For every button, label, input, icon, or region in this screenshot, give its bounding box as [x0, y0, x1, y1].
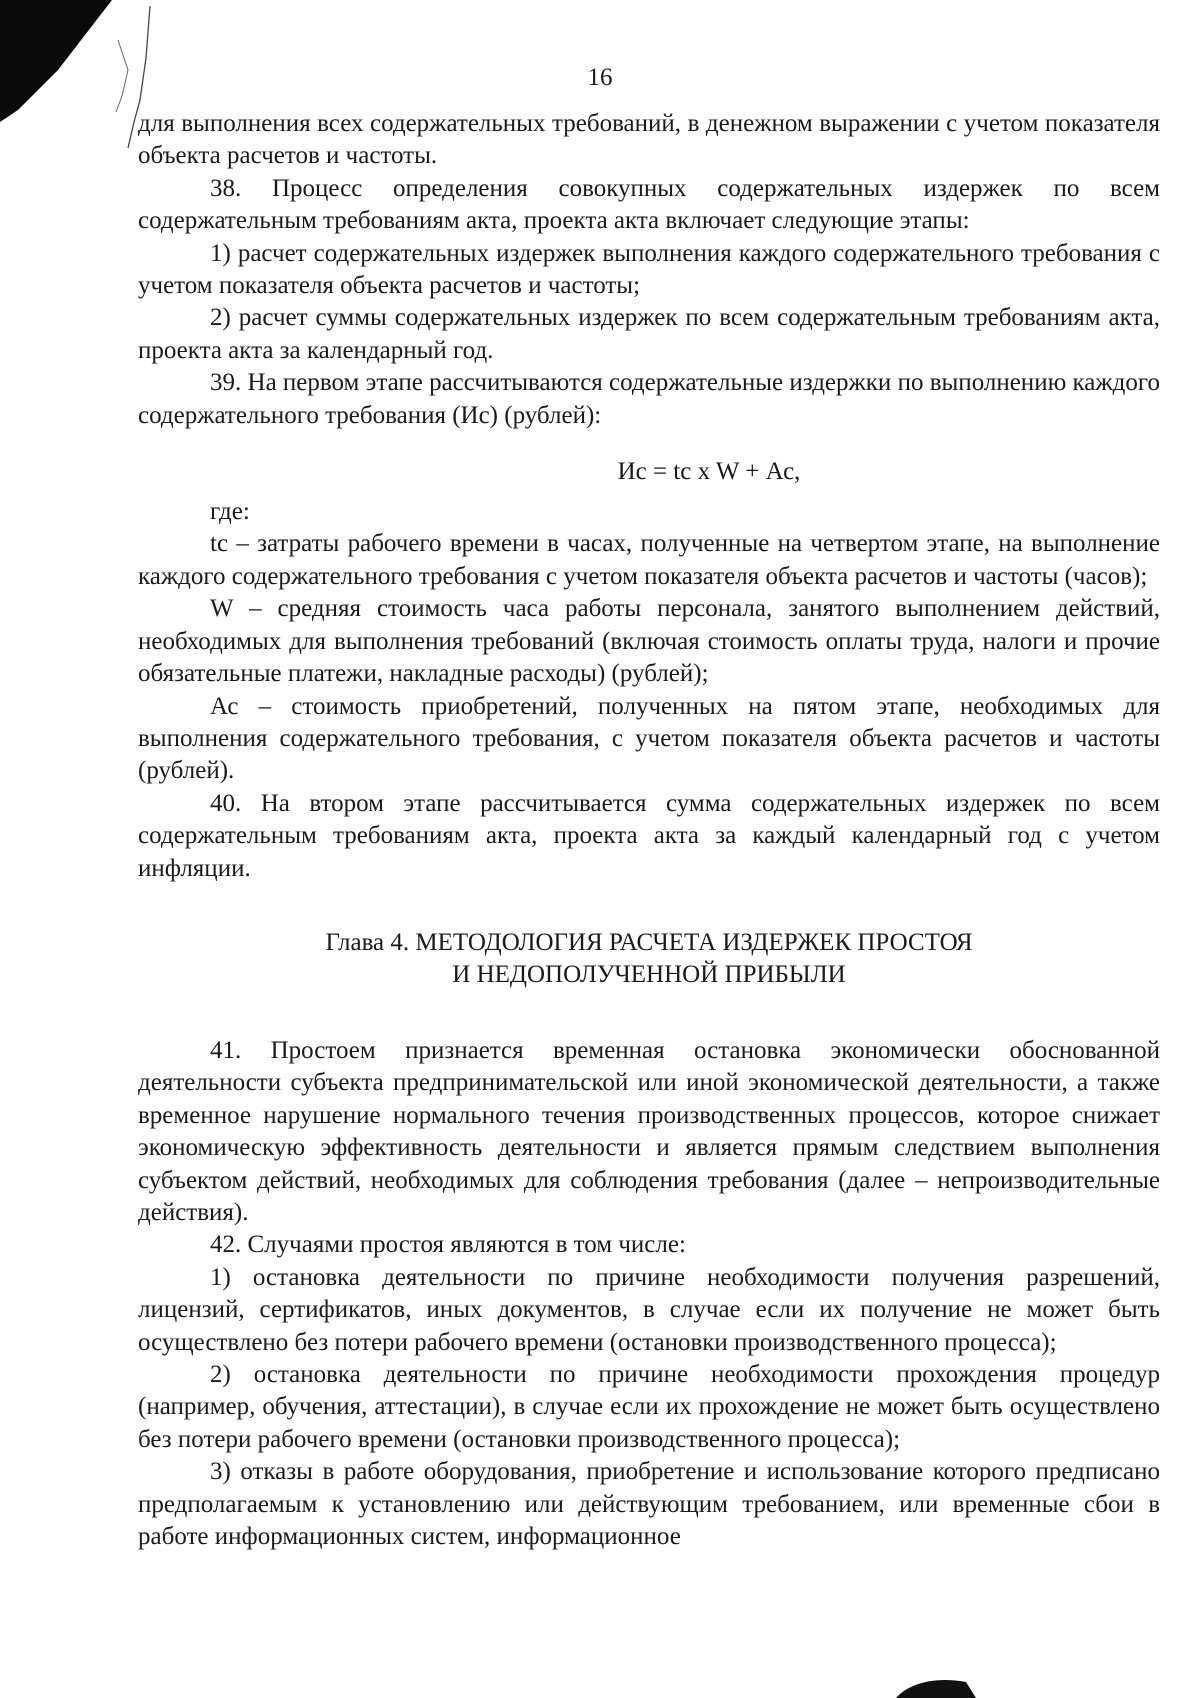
- definition-ac: Ас – стоимость приобретений, полученных на пятом этапе, необходимых для выполнения содержательного требования, с учетом показателя объекта расчетов и частоты (рублей).: [138, 692, 1160, 785]
- paragraph-38-item-2: 2) расчет суммы содержательных издержек по всем содержательным требованиям акта, проекта акта за календарный год.: [138, 304, 1160, 364]
- formula: Ис = tс x W + Ас,: [617, 458, 801, 486]
- page-number: 16: [587, 64, 613, 91]
- paragraph-42-item-2: 2) остановка деятельности по причине необходимости прохождения процедур (например, обучения, аттестации), в случае если их прохождение не может быть осуществлено без потери рабочего времени (остановки производственного процесса);: [138, 1361, 1160, 1453]
- chapter-heading-line-1: Глава 4. МЕТОДОЛОГИЯ РАСЧЕТА ИЗДЕРЖЕК ПРОСТОЯ: [325, 928, 973, 956]
- paragraph-42: 42. Случаями простоя являются в том числе:: [210, 1231, 686, 1259]
- chapter-heading-line-2: И НЕДОПОЛУЧЕННОЙ ПРИБЫЛИ: [452, 960, 846, 988]
- definition-tc: tс – затраты рабочего времени в часах, полученные на четвертом этапе, на выполнение каждого содержательного требования с учетом показателя объекта расчетов и частоты (часов);: [138, 530, 1160, 590]
- paragraph-42-item-3: 3) отказы в работе оборудования, приобретение и использование которого предписано предполагаемым к установлению или действующим требованием, или временные сбои в работе информационных систем, информационное: [138, 1458, 1160, 1551]
- paragraph-40: 40. На втором этапе рассчитывается сумма содержательных издержек по всем содержательным требованиям акта, проекта акта за каждый календарный год с учетом инфляции.: [138, 789, 1160, 882]
- paragraph-42-item-1: 1) остановка деятельности по причине необходимости получения разрешений, лицензий, сертификатов, иных документов, в случае если их получение не может быть осуществлено без потери рабочего времени (остановки производственного процесса);: [138, 1263, 1160, 1356]
- chapter-heading: [138, 927, 1160, 991]
- scan-shadow-bottom: [890, 1672, 980, 1698]
- paragraph-39: 39. На первом этапе рассчитываются содержательные издержки по выполнению каждого содержательного требования (Ис) (рублей):: [138, 369, 1160, 429]
- where-label: где:: [210, 498, 250, 526]
- document-body: [138, 108, 1160, 1553]
- definition-w: W – средняя стоимость часа работы персонала, занятого выполнением действий, необходимых для выполнения требований (включая стоимость оплаты труда, налоги и прочие обязательные платежи, накладные расходы) (рублей);: [138, 595, 1160, 688]
- paragraph-38-item-1: 1) расчет содержательных издержек выполнения каждого содержательного требования с учетом показателя объекта расчетов и частоты;: [138, 239, 1160, 300]
- paragraph-41: 41. Простоем признается временная остановка экономически обоснованной деятельности субъекта предпринимательской или иной экономической деятельности, а также временное нарушение нормального течения производственных процессов, которое снижает экономическую эффективность деятельности и является прямым следствием выполнения субъектом действий, необходимых для соблюдения требования (далее – непроизводительные действия).: [138, 1036, 1160, 1226]
- paragraph-38: 38. Процесс определения совокупных содержательных издержек по всем содержательным требованиям акта, проекта акта включает следующие этапы:: [138, 174, 1160, 235]
- paragraph-continuation: для выполнения всех содержательных требований, в денежном выражении с учетом показателя объекта расчетов и частоты.: [138, 110, 1160, 170]
